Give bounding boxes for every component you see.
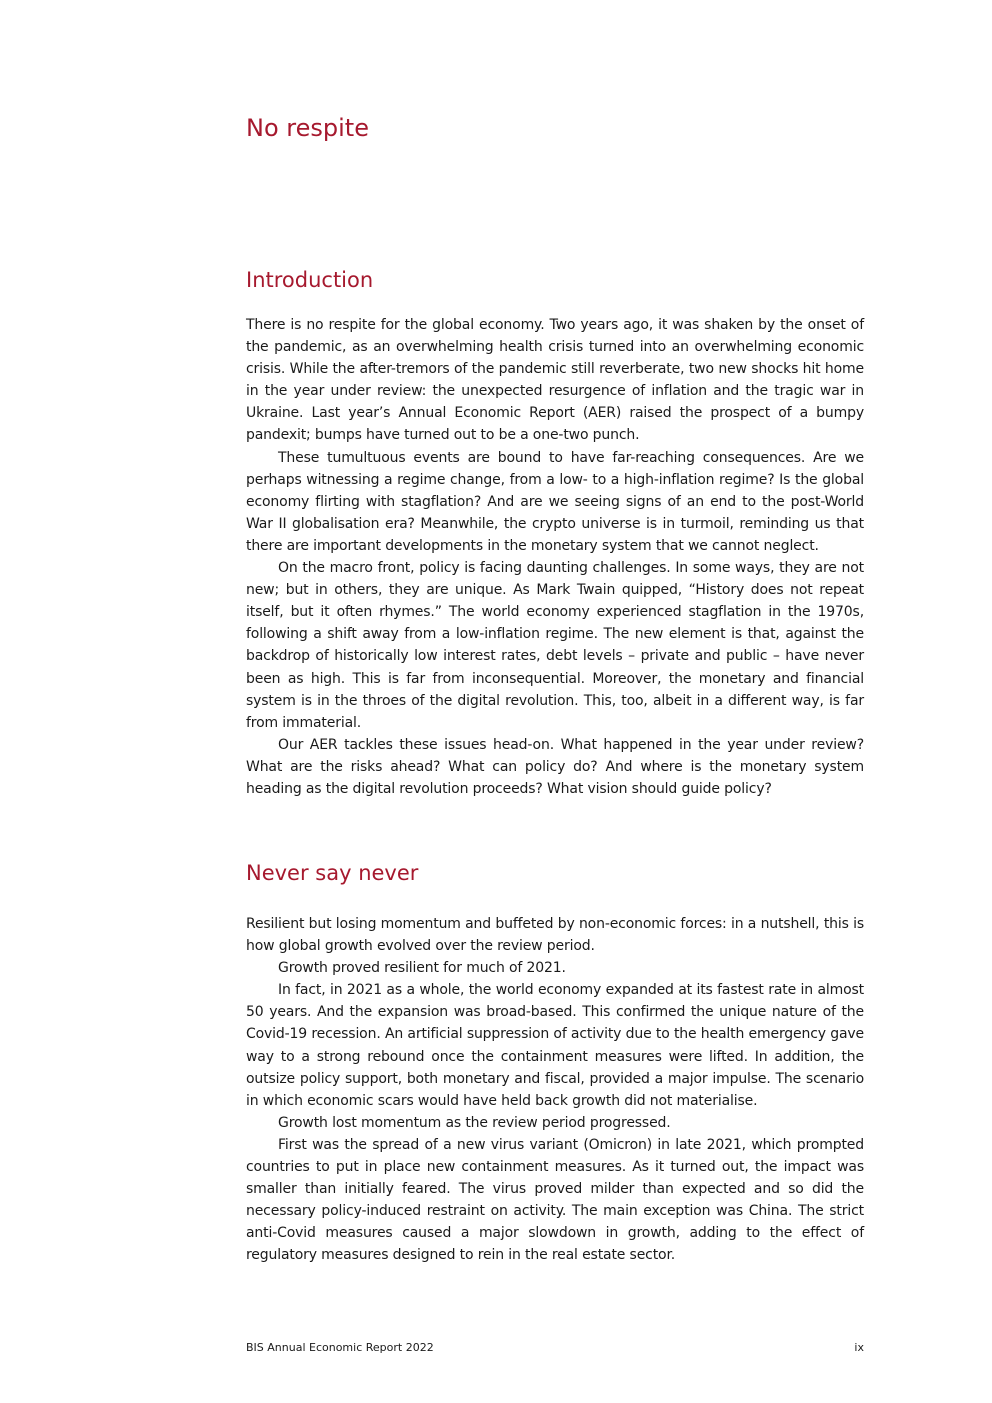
paragraph: First was the spread of a new virus variant (Omicron) in late 2021, which prompted countries to put in place new containment measures. As it turned out, the impact was smaller than initially feared. The virus proved milder than expected and so did the necessary policy-induced restraint on activity. The main exception was China. The strict anti-Covid measures caused a major slowdown in growth, adding to the effect of regulatory measures designed to rein in the real estate sector. xyxy=(246,1136,864,1264)
paragraph: Growth proved resilient for much of 2021. xyxy=(278,960,566,977)
paragraph: Our AER tackles these issues head-on. What happened in the year under review? What are the risks ahead? What can policy do? And where is the monetary system heading as the digital revolution proceeds? What vision should guide policy? xyxy=(246,736,864,797)
paragraph: Growth lost momentum as the review period progressed. xyxy=(278,1114,671,1131)
paragraph: These tumultuous events are bound to have far-reaching consequences. Are we perhaps witnessing a regime change, from a low- to a high-inflation regime? Is the global economy flirting with stagflation? And are we seeing signs of an end to the post-World War II globalisation era? Meanwhile, the crypto universe is in turmoil, reminding us that there are important developments in the monetary system that we cannot neglect. xyxy=(246,449,864,554)
paragraph: There is no respite for the global economy. Two years ago, it was shaken by the onset of the pandemic, as an overwhelming health crisis turned into an overwhelming economic crisis. While the after-tremors of the pandemic still reverberate, two new shocks hit home in the year under review: the unexpected resurgence of inflation and the tragic war in Ukraine. Last year’s Annual Economic Report (AER) raised the prospect of a bumpy pandexit; bumps have turned out to be a one-two punch. xyxy=(246,317,864,444)
section-heading-never-say-never: Never say never xyxy=(246,861,419,885)
section-heading-introduction: Introduction xyxy=(246,268,374,292)
paragraph: Resilient but losing momentum and buffeted by non-economic forces: in a nutshell, this is how global growth evolved over the review period. xyxy=(246,916,864,955)
introduction-body xyxy=(246,314,864,800)
footer-publication-title: BIS Annual Economic Report 2022 xyxy=(246,1341,434,1354)
never-say-never-body xyxy=(246,913,864,1267)
paragraph: In fact, in 2021 as a whole, the world economy expanded at its fastest rate in almost 50 years. And the expansion was broad-based. This confirmed the unique nature of the Covid-19 recession. An artificial suppression of activity due to the health emergency gave way to a strong rebound once the containment measures were lifted. In addition, the outsize policy support, both monetary and fiscal, provided a major impulse. The scenario in which economic scars would have held back growth did not materialise. xyxy=(246,982,864,1109)
paragraph: On the macro front, policy is facing daunting challenges. In some ways, they are not new; but in others, they are unique. As Mark Twain quipped, “History does not repeat itself, but it often rhymes.” The world economy experienced stagflation in the 1970s, following a shift away from a low-inflation regime. The new element is that, against the backdrop of historically low interest rates, debt levels – private and public – have never been as high. This is far from inconsequential. Moreover, the monetary and financial system is in the throes of the digital revolution. This, too, albeit in a different way, is far from immaterial. xyxy=(246,560,864,731)
page-title: No respite xyxy=(246,114,369,142)
footer-page-number: ix xyxy=(854,1341,864,1354)
